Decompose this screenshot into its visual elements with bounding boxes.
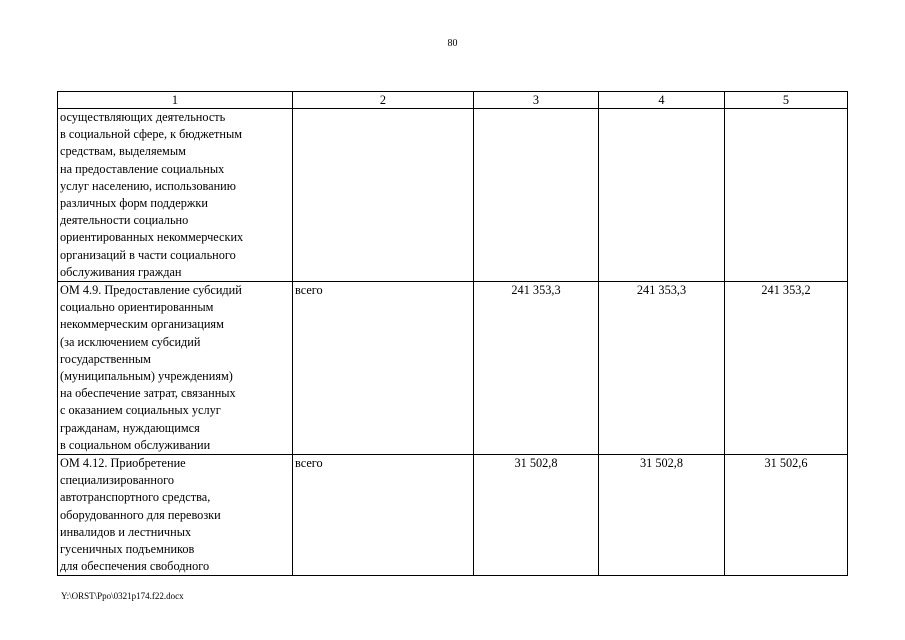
table-header-row xyxy=(58,92,848,109)
column-header-1: 1 xyxy=(58,92,293,109)
row-value-3 xyxy=(725,109,848,282)
table-row xyxy=(58,109,848,282)
table-row xyxy=(58,455,848,576)
column-header-5: 5 xyxy=(725,92,848,109)
column-header-3: 3 xyxy=(474,92,599,109)
row-value-1: 31 502,8 xyxy=(474,455,599,576)
row-value-3: 31 502,6 xyxy=(725,455,848,576)
table-row xyxy=(58,282,848,455)
page-number: 80 xyxy=(447,38,458,49)
column-header-2: 2 xyxy=(293,92,474,109)
document-file-path: Y:\ORST\Ppo\0321p174.f22.docx xyxy=(61,591,184,601)
row-description: ОМ 4.9. Предоставление субсидий социально ориентированным некоммерческим организациям (за исключением субсидий государственным (муниципальным) учреждениям) на обеспечение затрат, связанных с оказанием социальных услуг гражданам, нуждающимся в социальном обслуживании xyxy=(58,282,293,455)
row-value-2: 31 502,8 xyxy=(599,455,725,576)
row-value-3: 241 353,2 xyxy=(725,282,848,455)
row-label xyxy=(293,109,474,282)
column-header-4: 4 xyxy=(599,92,725,109)
row-value-1 xyxy=(474,109,599,282)
row-label: всего xyxy=(293,282,474,455)
budget-table xyxy=(57,91,848,576)
row-description: осуществляющих деятельность в социальной сфере, к бюджетным средствам, выделяемым на предоставление социальных услуг населению, использованию различных форм поддержки деятельности социально ориентированных некоммерческих организаций в части социального обслуживания граждан xyxy=(58,109,293,282)
row-value-2: 241 353,3 xyxy=(599,282,725,455)
row-label: всего xyxy=(293,455,474,576)
row-value-1: 241 353,3 xyxy=(474,282,599,455)
row-description: ОМ 4.12. Приобретение специализированного автотранспортного средства, оборудованного для перевозки инвалидов и лестничных гусеничных подъемников для обеспечения свободного xyxy=(58,455,293,576)
row-value-2 xyxy=(599,109,725,282)
